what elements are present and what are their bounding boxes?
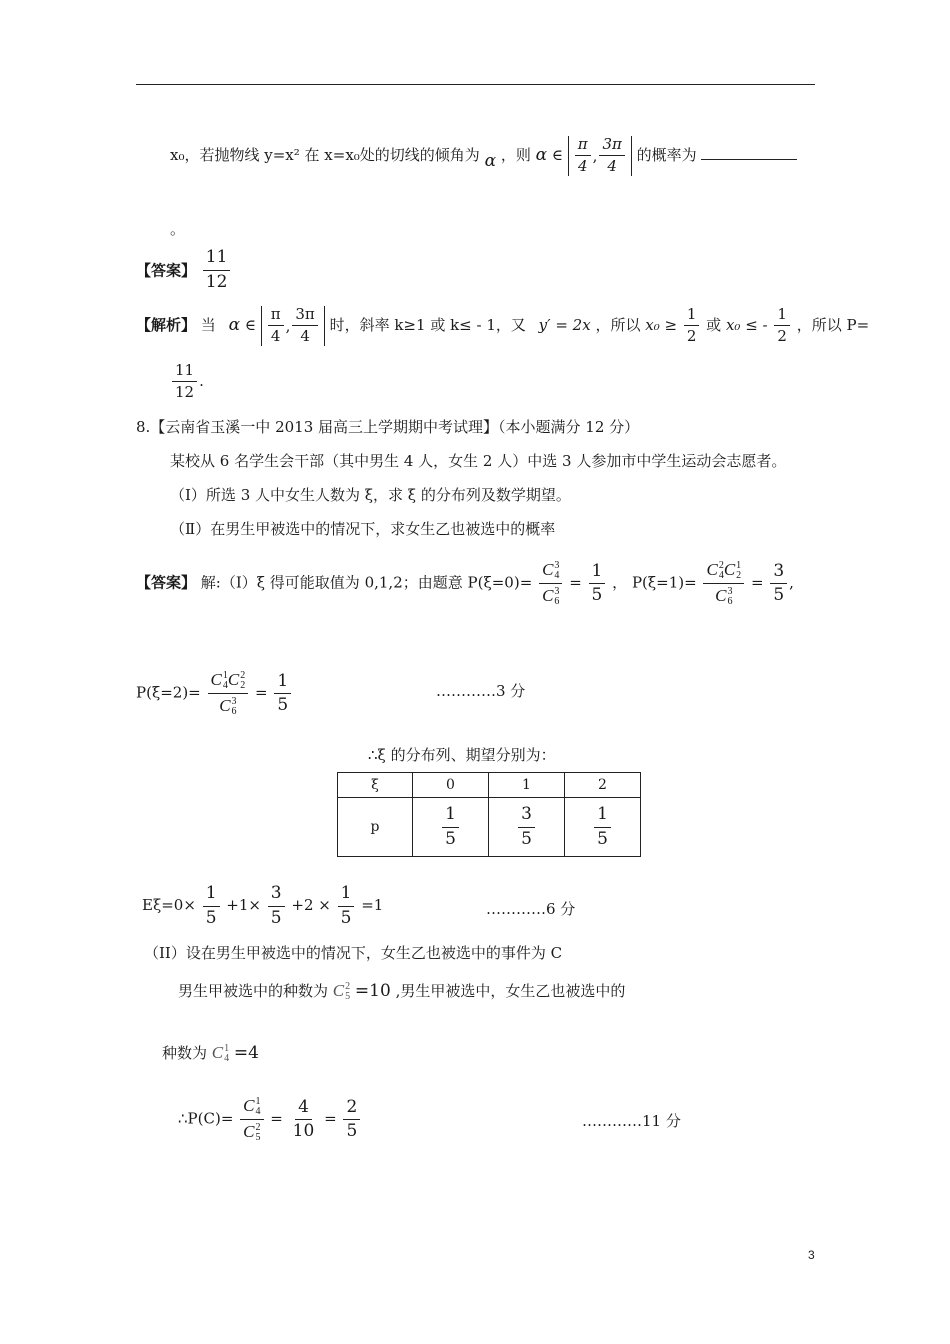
half-num-2: 1 xyxy=(774,306,790,326)
pc-eq2 xyxy=(343,1098,360,1142)
p2-comb-fraction xyxy=(208,670,249,717)
q7-answer xyxy=(136,248,232,292)
q7-final xyxy=(170,362,204,402)
p2-comb-den: C 3 6 xyxy=(219,696,237,718)
alpha-symbol: α xyxy=(484,150,497,171)
count2-comb: C 1 4 xyxy=(211,1043,230,1065)
q7-final-den: 12 xyxy=(175,383,195,402)
analysis-or: 或 xyxy=(706,315,722,334)
expectation-line xyxy=(142,884,383,928)
q7-line1-post: 的概率为 xyxy=(636,145,697,164)
pc-lhs: ∴P(C)= xyxy=(178,1109,234,1128)
pc-comb-fraction xyxy=(240,1096,263,1143)
analysis-x0-le: x₀ ≤ - xyxy=(725,315,768,334)
header-rule xyxy=(136,84,815,85)
analysis-derivative: y′ = 2x xyxy=(538,315,591,334)
pc-line: ∴P(C)= C 1 4 C 2 5 = $\frac{4}{10}$ = $\frac{2}{5}$ xyxy=(178,1096,362,1143)
q8-answer-intro: 解:（I）ξ 得可能取值为 0,1,2；由题意 xyxy=(200,573,463,592)
q8-stem: 某校从 6 名学生会干部（其中男生 4 人，女生 2 人）中选 3 人参加市中学生运动会志愿者。 xyxy=(170,452,787,470)
interval-bracket: $\frac{\pi}{4}$ , $\frac{3\pi}{4}$ xyxy=(568,136,632,176)
cell-num: 1 xyxy=(594,805,611,828)
q7-line2: 。 xyxy=(170,220,186,238)
cell-den: 5 xyxy=(597,828,608,849)
pc-eq1-num: 4 xyxy=(295,1098,312,1121)
q7-answer-den: 12 xyxy=(205,271,228,292)
exp-den-3: 5 xyxy=(340,907,352,928)
exp-p2: +2 × xyxy=(291,896,331,915)
q8-header: 8.【云南省玉溪一中 2013 届高三上学期期中考试理】（本小题满分 12 分） xyxy=(136,418,640,436)
analysis-half-1 xyxy=(684,306,700,346)
pc-eq2-num: 2 xyxy=(343,1098,360,1121)
analysis-in-symbol: ∈ xyxy=(244,315,256,334)
in-symbol: ∈ xyxy=(551,145,564,164)
distribution-table xyxy=(337,772,641,857)
page-number: 3 xyxy=(808,1248,815,1262)
interval-upper xyxy=(599,136,624,176)
p0-value xyxy=(589,562,606,606)
exp-frac-3 xyxy=(338,884,355,928)
answer-blank xyxy=(701,145,797,160)
table-header-cell: ξ xyxy=(338,773,413,798)
p0-comb-den: C 3 6 xyxy=(542,586,560,608)
analysis-label: 【解析】 xyxy=(136,315,197,334)
analysis-mid: 时，斜率 k≥1 或 k≤ - 1，又 xyxy=(329,315,526,334)
analysis-lower-num: π xyxy=(268,306,284,326)
count1-pre: 男生甲被选中的种数为 xyxy=(178,982,329,1000)
p2-lhs: P(ξ=2)= xyxy=(136,683,201,702)
table-row xyxy=(338,798,641,857)
p2-comb-num: C 1 4 C 2 2 xyxy=(208,670,249,694)
interval-lower-num: π xyxy=(575,136,591,156)
interval-upper-num: 3π xyxy=(599,136,624,156)
analysis-upper-den: 4 xyxy=(300,327,310,346)
analysis-pre: 当 xyxy=(200,315,216,334)
pc-eq1-den: 10 xyxy=(292,1121,315,1142)
answer-label: 【答案】 xyxy=(136,261,197,280)
q7-answer-num: 11 xyxy=(203,248,231,271)
q7-line1-mid: ，则 xyxy=(500,145,531,164)
interval-upper-den: 4 xyxy=(607,157,617,176)
pc-eq1 xyxy=(290,1098,318,1142)
analysis-lower-den: 4 xyxy=(270,327,281,346)
p-sep: ， xyxy=(612,573,628,592)
exp-p1: +1× xyxy=(226,896,261,915)
interval-lower-den: 4 xyxy=(577,157,588,176)
analysis-lower xyxy=(268,306,284,346)
table-cell xyxy=(489,798,565,857)
analysis-x0-ge: x₀ ≥ xyxy=(645,315,678,334)
count2-eq: =4 xyxy=(233,1043,259,1063)
count2-pre: 种数为 xyxy=(162,1044,208,1062)
q8-answer-line: 【答案】 解:（I）ξ 得可能取值为 0,1,2；由题意 P(ξ=0)= C 3 4 C 3 6 = $\frac{1}{5}$ ， P(ξ=1)= C 2 4 C 1 2 C 3 6 = $\frac{3}{5}$ , xyxy=(136,560,794,608)
part2-answer: （II）设在男生甲被选中的情况下，女生乙也被选中的事件为 C xyxy=(144,944,563,962)
q7-analysis xyxy=(136,306,869,346)
q8-answer-label: 【答案】 xyxy=(136,573,197,592)
exp-end: =1 xyxy=(361,896,384,915)
p0-den: 5 xyxy=(591,585,603,606)
p1-value xyxy=(770,562,787,606)
count1-post: ,男生甲被选中，女生乙也被选中的 xyxy=(395,982,626,1000)
p2-value xyxy=(274,672,291,716)
table-cell xyxy=(565,798,641,857)
p1-lhs: P(ξ=1)= xyxy=(631,573,697,592)
score-6: …………6 分 xyxy=(486,900,576,918)
cell-den: 5 xyxy=(445,828,456,849)
q7-final-fraction xyxy=(172,362,197,402)
p2-line: P(ξ=2)= C 1 4 C 2 2 C 3 6 = $\frac{1}{5}$ xyxy=(136,670,293,717)
pc-eq2-den: 5 xyxy=(346,1121,358,1142)
exp-den-1: 5 xyxy=(205,907,217,928)
q7-final-num: 11 xyxy=(172,362,197,382)
p1-tail: , xyxy=(789,573,794,592)
interval-lower xyxy=(575,136,591,176)
q7-answer-fraction xyxy=(203,248,231,292)
p2-den: 5 xyxy=(277,695,289,716)
q8-part2: （Ⅱ）在男生甲被选中的情况下，求女生乙也被选中的概率 xyxy=(170,520,556,538)
p1-comb-num: C 2 4 C 1 2 xyxy=(703,560,744,584)
analysis-interval: $\frac{\pi}{4}$ , $\frac{3\pi}{4}$ xyxy=(261,306,325,346)
count1-line xyxy=(178,980,625,1002)
exp-frac-1 xyxy=(203,884,220,928)
exp-num-2: 3 xyxy=(268,884,285,907)
half-num-1: 1 xyxy=(684,306,700,326)
cell-num: 1 xyxy=(442,805,459,828)
q7-final-dot: . xyxy=(199,371,204,390)
dist-title: ∴ξ 的分布列、期望分别为： xyxy=(368,746,556,764)
p1-comb-fraction xyxy=(703,560,744,607)
table-header-cell: 0 xyxy=(413,773,489,798)
score-11: …………11 分 xyxy=(582,1112,681,1130)
q7-line1-pre: x₀，若抛物线 y=x² 在 x=x₀处的切线的倾角为 xyxy=(170,145,480,164)
exp-frac-2 xyxy=(268,884,285,928)
analysis-alpha: α xyxy=(228,314,241,335)
exp-num-1: 1 xyxy=(203,884,220,907)
analysis-mid2: ，所以 xyxy=(595,315,641,334)
pc-comb-num: C 1 4 xyxy=(240,1096,263,1120)
table-header-cell: 2 xyxy=(565,773,641,798)
analysis-tail: ，所以 P= xyxy=(796,315,870,334)
analysis-upper-num: 3π xyxy=(292,306,317,326)
q7-line1 xyxy=(170,136,797,176)
table-header-cell: 1 xyxy=(489,773,565,798)
p1-den: 5 xyxy=(773,585,785,606)
table-row-label: p xyxy=(338,798,413,857)
analysis-half-2 xyxy=(774,306,790,346)
q8-part1: （Ⅰ）所选 3 人中女生人数为 ξ，求 ξ 的分布列及数学期望。 xyxy=(170,486,571,504)
count2-line xyxy=(162,1042,259,1064)
exp-lhs: Eξ=0× xyxy=(142,896,196,915)
p0-comb-num: C 3 4 xyxy=(539,560,562,584)
cell-den: 5 xyxy=(521,828,532,849)
analysis-upper xyxy=(292,306,317,346)
exp-den-2: 5 xyxy=(270,907,282,928)
table-cell xyxy=(413,798,489,857)
score-3: …………3 分 xyxy=(436,682,526,700)
count1-eq: =10 xyxy=(354,981,391,1001)
table-row xyxy=(338,773,641,798)
cell-num: 3 xyxy=(518,805,535,828)
exp-num-3: 1 xyxy=(338,884,355,907)
p1-num: 3 xyxy=(770,562,787,585)
p0-num: 1 xyxy=(589,562,606,585)
p2-num: 1 xyxy=(274,672,291,695)
alpha-symbol-2: α xyxy=(535,144,548,165)
half-den-2: 2 xyxy=(777,327,787,346)
count1-comb: C 2 5 xyxy=(332,981,351,1003)
p0-comb-fraction xyxy=(539,560,562,607)
pc-comb-den: C 2 5 xyxy=(243,1122,261,1144)
half-den-1: 2 xyxy=(686,327,697,346)
p0-lhs: P(ξ=0)= xyxy=(467,573,533,592)
p1-comb-den: C 3 6 xyxy=(715,586,733,608)
